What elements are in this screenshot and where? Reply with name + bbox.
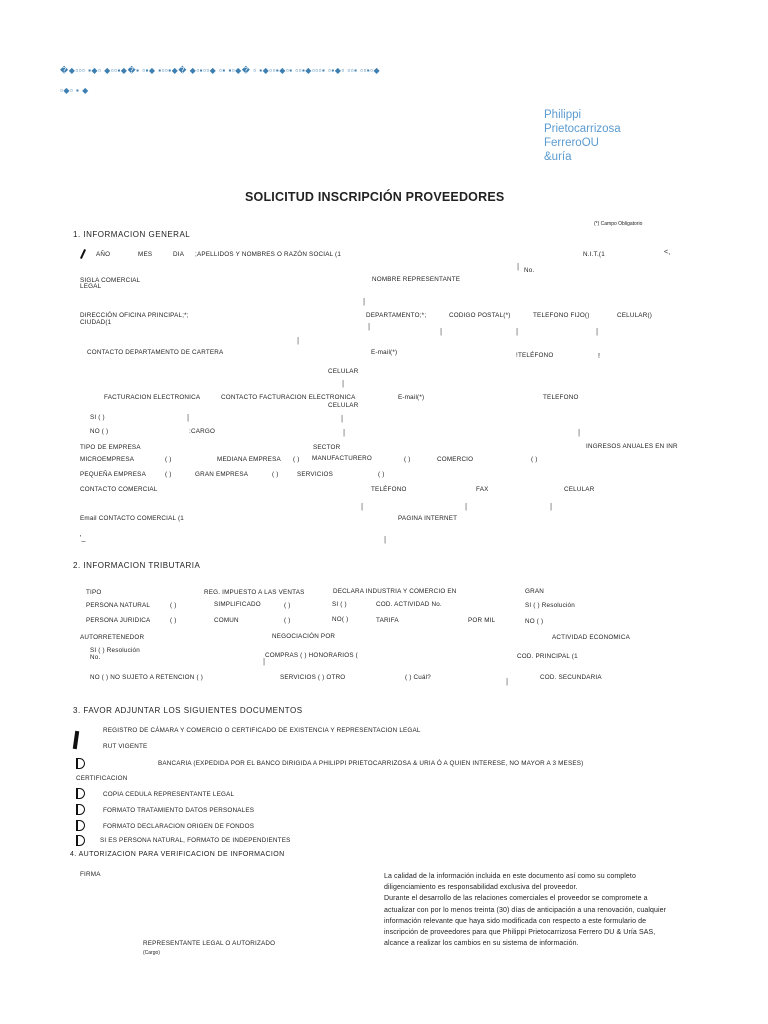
option-no-sujeto[interactable]: NO ( ) NO SUJETO A RETENCION ( ) [90,674,203,681]
label-fax: FAX [476,486,489,493]
label-cod-actividad: COD. ACTIVIDAD No. [376,601,442,608]
label-actividad-economica: ACTIVIDAD ECONOMICA [552,634,630,641]
label-autorretenedor: AUTORRETENEDOR [80,634,145,641]
label-contacto-cartera: CONTACTO DEPARTAMENTO DE CARTERA [87,349,224,356]
doc-bancaria: BANCARIA (EXPEDIDA POR EL BANCO DIRIGIDA A PHILIPPI PRIETOCARRIZOSA & URIA Ó A QUIEN INTERESE, NO MAYOR A 3 MESES) [158,760,584,767]
label-contacto-comercial: CONTACTO COMERCIAL [80,486,158,493]
option-servicios-otro[interactable]: SERVICIOS ( ) OTRO [280,674,346,681]
label-por-mil: POR MIL [468,617,496,624]
label-no-resolucion: No. [90,654,101,661]
label-ingresos: INGRESOS ANUALES EN INR [586,443,678,450]
label-email-comercial: Email CONTACTO COMERCIAL (1 [80,515,184,522]
checkbox-servicios[interactable]: ( ) [378,471,385,478]
option-si-declara[interactable]: SI ( ) [332,601,347,608]
option-comercio[interactable]: COMERCIO [437,456,474,463]
option-microempresa[interactable]: MICROEMPRESA [80,456,135,463]
checkbox-pequena[interactable]: ( ) [165,471,172,478]
label-declara: DECLARA INDUSTRIA Y COMERCIO EN [333,588,457,595]
label-facturacion: FACTURACION ELECTRONICA [104,394,201,401]
label-email-cartera: E-mail(*) [371,349,398,356]
section3-heading: 3. FAVOR ADJUNTAR LOS SIGUIENTES DOCUMENTOS [73,706,303,715]
option-no-gran[interactable]: NO ( ) [525,618,544,625]
label-dia: DIA [173,251,185,258]
option-si-autorretenedor[interactable]: SI ( ) Resolución [90,647,140,654]
field-divider: | [342,379,345,388]
option-no-declara[interactable]: NO( ) [332,616,349,623]
field-divider: | [363,297,366,306]
label-cual: ( ) Cuál? [405,674,431,681]
required-note: (*) Campo Obligatorio [594,221,643,227]
doc-registro-camara: REGISTRO DE CÁMARA Y COMERCIO O CERTIFICADO DE EXISTENCIA Y REPRESENTACION LEGAL [103,727,421,734]
exclam-mark: ! [598,353,601,360]
label-representante: REPRESENTANTE LEGAL O AUTORIZADO [143,940,276,947]
checkbox-formato-datos[interactable] [76,804,85,815]
label-departamento: DEPARTAMENTO;*; [366,312,427,319]
option-gran-empresa[interactable]: GRAN EMPRESA [195,471,249,478]
field-divider: | [550,502,553,511]
checkbox-comercio[interactable]: ( ) [531,456,538,463]
field-divider: | [341,414,344,423]
label-direccion: DIRECCIÓN OFICINA PRINCIPAL;*; [80,312,189,319]
label-email-facturacion: E-mail(*) [398,394,425,401]
doc-rut: RUT VIGENTE [103,743,148,750]
label-contacto-facturacion: CONTACTO FACTURACION ELECTRONICA [221,394,356,401]
disclaimer-text-2: Durante el desarrollo de las relaciones comerciales el proveedor se compromete a actualizar con por lo menos treinta (30) días de anticipación a una renovación, cualquier información relevante que haya sido modificada con respecto a este formulario de inscripción de proveedores para que Philippi Prietocarrizosa Ferrero DU & Uría SAS, alcance a realizar los cambios en su sistema de información. [384,895,667,948]
label-firma: FIRMA [80,871,101,878]
label-sector: SECTOR [313,444,341,451]
field-divider: | [361,502,364,511]
checkbox-manufacturero[interactable]: ( ) [404,456,411,463]
field-divider: | [578,428,581,437]
field-divider: | [384,535,387,544]
field-divider: | [517,262,520,271]
label-cod-secundaria: COD. SECUNDARIA [540,674,602,681]
checkbox-copia-cedula[interactable] [76,788,85,799]
doc-formato-origen: FORMATO DECLARACION ORIGEN DE FONDOS [103,823,255,830]
doc-copia-cedula: COPIA CEDULA REPRESENTANTE LEGAL [103,791,235,798]
logo-line-1: Philippi [544,109,582,121]
option-manufacturero[interactable]: MANUFACTURERO [312,455,372,462]
nit-mark: <, [664,249,671,256]
field-divider: | [368,322,371,331]
field-divider: | [596,327,599,336]
section1-heading: 1. INFORMACION GENERAL [73,230,191,239]
disclaimer-paragraph [384,871,669,949]
label-apellidos: ;APELLIDOS Y NOMBRES O RAZÓN SOCIAL (1 [195,251,342,258]
label-nit: N.I.T.(1 [583,251,605,258]
doc-certificacion: CERTIFICACION [76,775,128,782]
option-compras-honorarios[interactable]: COMPRAS ( ) HONORARIOS ( [265,652,358,659]
option-simplificado[interactable]: SIMPLIFICADO [214,601,261,608]
label-cargo: :CARGO [189,428,216,435]
field-divider: | [440,327,443,336]
label-no: No. [524,267,535,274]
header-garbled-text: �◆▫▫▫ ▪◆▫ ◆▫▫▪◆�▪ ▫▪◆ ▪▫▫▪◆� ◆▫▪▫▫◆ ▫▪ ▪▫◆� ▫ ▪◆▫▫▪◆▫▪ ▫▫▪◆▫▫▫▪ ▫▪◆▫ ▫▫▪ ▫▫▪▫◆ [60,66,381,75]
option-mediana[interactable]: MEDIANA EMPRESA [217,456,281,463]
checkbox-comun[interactable]: ( ) [284,617,291,624]
label-ciudad: CIUDAD(1 [80,319,112,326]
label-negociacion: NEGOCIACIÓN POR [272,633,336,640]
label-reg-impuesto: REG. IMPUESTO A LAS VENTAS [204,589,305,596]
label-legal: LEGAL [80,283,102,290]
label-pagina-internet: PAGINA INTERNET [398,515,458,522]
label-telefono-comercial: TELÉFONO [371,486,407,493]
option-servicios[interactable]: SERVICIOS [297,471,333,478]
label-celular-comercial: CELULAR [564,486,595,493]
label-celular-cartera: CELULAR [328,368,359,375]
field-divider: | [343,428,346,437]
label-tipo-empresa: TIPO DE EMPRESA [80,444,141,451]
option-no[interactable]: NO ( ) [90,428,109,435]
label-tarifa: TARIFA [376,617,399,624]
logo-line-2: Prietocarrizosa [544,123,621,135]
checkbox-persona-natural[interactable] [76,835,85,846]
option-persona-natural[interactable]: PERSONA NATURAL [86,602,151,609]
field-mark: '_ [80,535,86,542]
field-divider: | [516,327,519,336]
label-sigla: SIGLA COMERCIAL [80,277,141,284]
field-divider: | [297,336,300,345]
label-telefono-fijo: TELEFONO FIJO() [533,312,590,319]
label-codigo-postal: CODIGO POSTAL(*) [449,312,511,319]
option-si[interactable]: SI ( ) [90,414,105,421]
option-persona-juridica[interactable]: PERSONA JURIDICA [86,617,151,624]
field-divider: | [506,677,509,686]
disclaimer-text-1: La calidad de la información incluida en este documento así como su completo diligenciamiento es responsabilidad exclusiva del proveedor. [384,873,636,892]
field-divider: | [263,657,266,666]
check-mark-icon [73,731,79,749]
label-celular-facturacion: CELULAR [328,402,359,409]
label-nombre-representante: NOMBRE REPRESENTANTE [372,276,461,283]
label-tipo: TIPO [86,589,102,596]
label-gran: GRAN [525,588,544,595]
checkbox-persona-natural[interactable]: ( ) [170,602,177,609]
label-cod-principal: COD. PRINCIPAL (1 [517,653,578,660]
field-divider: | [187,413,190,422]
doc-persona-natural: SI ES PERSONA NATURAL, FORMATO DE INDEPENDIENTES [100,837,291,844]
logo-line-4: &uría [544,151,572,163]
label-celular: CELULAR() [617,312,653,319]
option-pequena[interactable]: PEQUEÑA EMPRESA [80,471,146,478]
label-telefono-cartera: !TELÉFONO [516,352,554,359]
label-mes: MES [138,251,153,258]
checkbox-mediana[interactable]: ( ) [293,456,300,463]
label-ano: AÑO [96,251,111,258]
checkbox-simplificado[interactable]: ( ) [284,602,291,609]
checkbox-formato-origen[interactable] [76,820,85,831]
section4-heading: 4. AUTORIZACION PARA VERIFICACION DE INFORMACION [70,851,285,858]
company-logo [544,108,621,164]
doc-formato-datos: FORMATO TRATAMIENTO DATOS PERSONALES [103,807,255,814]
pen-mark-icon [80,249,86,259]
option-comun[interactable]: COMUN [214,617,239,624]
page-title: SOLICITUD INSCRIPCIÓN PROVEEDORES [245,190,505,204]
checkbox-gran[interactable]: ( ) [272,471,279,478]
checkbox-micro[interactable]: ( ) [165,456,172,463]
section2-heading: 2. INFORMACION TRIBUTARIA [73,561,201,570]
checkbox-certificacion-bancaria[interactable] [76,758,85,769]
checkbox-persona-juridica[interactable]: ( ) [170,617,177,624]
field-divider: | [465,502,468,511]
label-cargo-small: (Cargo) [143,950,160,956]
label-telefono-facturacion: TELEFONO [543,394,579,401]
option-si-resolucion[interactable]: SI ( ) Resolución [525,602,575,609]
logo-line-3: FerreroOU [544,137,599,149]
header-garbled-text-2: ▫◆▫ ▪ ◆ [60,86,89,95]
